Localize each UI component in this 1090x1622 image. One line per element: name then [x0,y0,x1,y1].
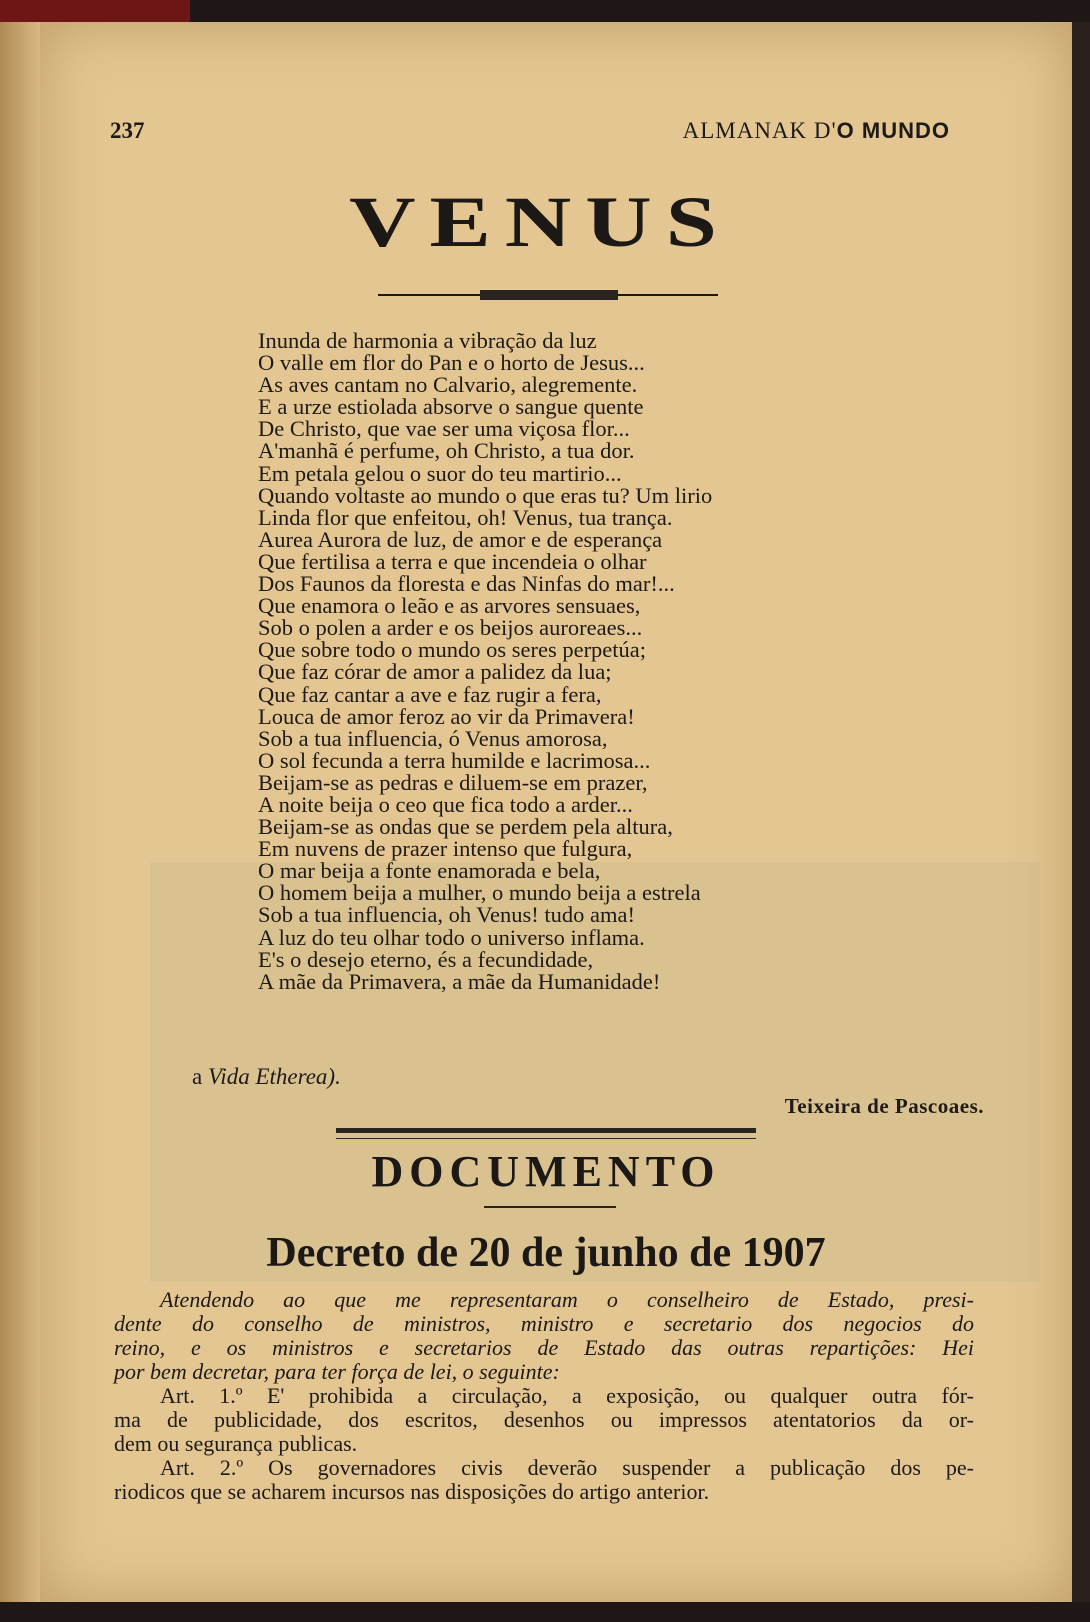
page-left-edge [0,22,40,1602]
poem-line: A'manhã é perfume, oh Christo, a tua dor. [258,438,635,464]
poem-line: E's o desejo eterno, és a fecundidade, [258,946,594,972]
poem-line: Sob o polen a arder e os beijos auroreaes... [258,615,643,641]
poem-line: O mar beija a fonte enamorada e bela, [258,858,601,884]
decree-intro-line: reino, e os ministros e secretarios de Estado das outras repartições: Hei [114,1335,974,1360]
section-divider-thick [336,1128,756,1133]
title-rule-ornament [480,290,618,300]
poem-line: O sol fecunda a terra humilde e lacrimosa... [258,747,651,773]
scan-right-border [1072,22,1090,1602]
poem-title: VENUS [349,182,731,262]
poem-line: Sob a tua influencia, oh Venus! tudo ama! [258,902,635,928]
decree-intro-line: dente do conselho de ministros, ministro e secretario dos negocios do [114,1311,974,1336]
page-number: 237 [110,118,145,143]
running-title-brand: O MUNDO [836,118,950,143]
poem-line: E a urze estiolada absorve o sangue quente [258,394,644,420]
page-header [110,118,950,148]
poem-line: As aves cantam no Calvario, alegremente. [258,372,638,398]
poem-line: Que faz cantar a ave e faz rugir a fera, [258,681,602,707]
poem-line: Que enamora o leão e as arvores sensuaes, [258,593,641,619]
poem-body [258,330,858,993]
poem-line: Quando voltaste ao mundo o que eras tu? Um lirio [258,482,713,508]
decree-intro-line: por bem decretar, para ter força de lei, o seguinte: [114,1359,560,1384]
poem-line: Linda flor que enfeitou, oh! Venus, tua trança. [258,504,673,530]
poem-line: Louca de amor feroz ao vir da Primavera! [258,703,635,729]
poem-line: A luz do teu olhar todo o universo inflama. [258,924,645,950]
poem-line: Inunda de harmonia a vibração da luz [258,328,597,353]
poem-source [192,1064,341,1090]
decree-article-line: riodicos que se acharem incursos nas disposições do artigo anterior. [114,1479,710,1504]
poem-source-prefix: a [192,1064,208,1089]
poem-line: Beijam-se as ondas que se perdem pela altura, [258,814,673,840]
poem-line: A noite beija o ceo que fica todo a arder... [258,791,633,817]
decree-intro-line: Atendendo ao que me representaram o conselheiro de Estado, presi- [160,1287,974,1312]
poem-source-title: Vida Etherea). [207,1064,341,1089]
poem-line: Dos Faunos da floresta e das Ninfas do mar!... [258,571,675,597]
poem-line: Que sobre todo o mundo os seres perpetúa; [258,637,647,663]
poem-line: Em nuvens de prazer intenso que fulgura, [258,836,633,862]
section-divider-thin [336,1138,756,1139]
poem-line: O homem beija a mulher, o mundo beija a estrela [258,880,701,906]
decree-title: Decreto de 20 de junho de 1907 [266,1230,826,1276]
binding-red-mark [0,0,190,22]
poem-line: Em petala gelou o suor do teu martirio... [258,460,622,486]
poem-line: Aurea Aurora de luz, de amor e de esperança [258,526,663,552]
poem-author: Teixeira de Pascoaes. [784,1094,984,1118]
poem-line: Sob a tua influencia, ó Venus amorosa, [258,725,608,751]
running-title-prefix: ALMANAK D' [682,118,837,143]
section-title-rule [484,1206,616,1208]
poem-line: Que faz córar de amor a palidez da lua; [258,659,612,685]
running-title [683,118,950,144]
decree-intro [114,1288,974,1384]
section-title: DOCUMENTO [371,1147,721,1196]
poem-line: Que fertilisa a terra e que incendeia o olhar [258,548,647,574]
scan-bottom-border [0,1602,1090,1622]
poem-line: A mãe da Primavera, a mãe da Humanidade! [258,968,661,994]
decree-articles [114,1384,974,1504]
poem-line: Beijam-se as pedras e diluem-se em prazer, [258,769,648,795]
decree-article-line: dem ou segurança publicas. [114,1431,358,1456]
decree-article-line: Art. 1.º E' prohibida a circulação, a exposição, ou qualquer outra fór- [160,1383,974,1408]
poem-line: O valle em flor do Pan e o horto de Jesus... [258,350,645,376]
poem-line: De Christo, que vae ser uma viçosa flor... [258,416,630,442]
decree-article-line: ma de publicidade, dos escritos, desenhos ou impressos atentatorios da or- [114,1407,974,1432]
decree-article-line: Art. 2.º Os governadores civis deverão suspender a publicação dos pe- [160,1455,974,1480]
